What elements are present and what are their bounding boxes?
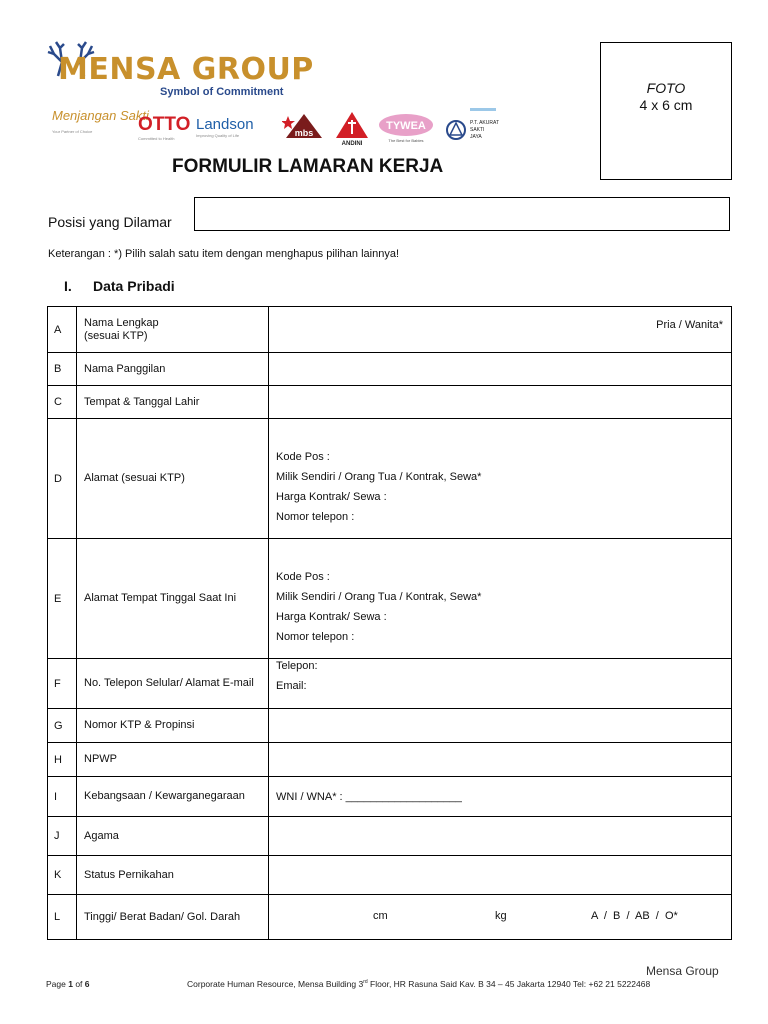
svg-text:P.T. AKURAT: P.T. AKURAT bbox=[470, 120, 499, 126]
row-code: G bbox=[48, 709, 77, 743]
npwp-field[interactable] bbox=[269, 743, 732, 777]
svg-text:TYWEA: TYWEA bbox=[386, 120, 426, 132]
section-number: I. bbox=[64, 278, 72, 294]
brand-andini-logo-icon bbox=[334, 110, 370, 149]
row-code: L bbox=[48, 895, 77, 940]
phone-label: Nomor telepon : bbox=[276, 630, 355, 643]
postal-code-label: Kode Pos : bbox=[276, 570, 330, 583]
rent-price-label: Harga Kontrak/ Sewa : bbox=[276, 490, 387, 503]
row-code: E bbox=[48, 539, 77, 659]
nickname-field[interactable] bbox=[269, 353, 732, 386]
row-label: Nomor KTP & Propinsi bbox=[77, 709, 269, 743]
table-row bbox=[48, 353, 732, 386]
row-code: A bbox=[48, 307, 77, 353]
row-label: Agama bbox=[77, 817, 269, 856]
ktp-address-field[interactable] bbox=[269, 419, 732, 539]
svg-text:ANDINI: ANDINI bbox=[341, 141, 363, 146]
table-row bbox=[48, 386, 732, 419]
table-row bbox=[48, 539, 732, 659]
row-label: Nama Panggilan bbox=[77, 353, 269, 386]
brand-tywea-logo-icon bbox=[378, 112, 434, 147]
kg-unit: kg bbox=[495, 910, 507, 922]
row-label: Tinggi/ Berat Badan/ Gol. Darah bbox=[77, 895, 269, 940]
row-label: Nama Lengkap (sesuai KTP) bbox=[77, 307, 269, 353]
company-logo-name: MENSA GROUP bbox=[58, 52, 314, 87]
current-address-field[interactable] bbox=[269, 539, 732, 659]
ownership-option[interactable]: Milik Sendiri / Orang Tua / Kontrak, Sewa* bbox=[276, 590, 482, 603]
footer-address: Corporate Human Resource, Mensa Building 3rd Floor, HR Rasuna Said Kav. B 34 – 45 Jakarta 12940 Tel: +62 21 5222468 bbox=[187, 979, 651, 989]
cm-unit: cm bbox=[373, 910, 388, 922]
postal-code-label: Kode Pos : bbox=[276, 450, 330, 463]
table-row bbox=[48, 659, 732, 709]
rent-price-label: Harga Kontrak/ Sewa : bbox=[276, 610, 387, 623]
row-code: B bbox=[48, 353, 77, 386]
svg-text:mbs: mbs bbox=[294, 128, 314, 138]
row-label: Kebangsaan / Kewarganegaraan bbox=[77, 777, 269, 817]
brand-mbs-logo-icon bbox=[282, 112, 326, 145]
row-label: NPWP bbox=[77, 743, 269, 777]
svg-text:The Best for Babies: The Best for Babies bbox=[388, 138, 424, 143]
telephone-label: Telepon: bbox=[276, 660, 318, 672]
table-row bbox=[48, 419, 732, 539]
position-field[interactable] bbox=[194, 197, 730, 231]
nationality-field[interactable]: WNI / WNA* : ___________________ bbox=[269, 777, 732, 817]
table-row bbox=[48, 709, 732, 743]
position-label: Posisi yang Dilamar bbox=[48, 214, 172, 230]
table-row bbox=[48, 777, 732, 817]
row-label: Alamat Tempat Tinggal Saat Ini bbox=[77, 539, 269, 659]
photo-label: FOTO bbox=[646, 80, 686, 96]
email-label: Email: bbox=[276, 680, 307, 692]
form-title: FORMULIR LAMARAN KERJA bbox=[172, 156, 444, 177]
table-row bbox=[48, 895, 732, 940]
full-name-field[interactable] bbox=[269, 307, 732, 353]
birth-place-date-field[interactable] bbox=[269, 386, 732, 419]
table-row bbox=[48, 817, 732, 856]
section-title: Data Pribadi bbox=[93, 278, 175, 294]
row-code: D bbox=[48, 419, 77, 539]
photo-size: 4 x 6 cm bbox=[639, 97, 693, 113]
marital-status-field[interactable] bbox=[269, 856, 732, 895]
brand-otto: OTTO Committed to Health bbox=[138, 114, 191, 141]
instructions-note: Keterangan : *) Pilih salah satu item dengan menghapus pilihan lainnya! bbox=[48, 248, 400, 260]
gender-option[interactable]: Pria / Wanita* bbox=[656, 319, 723, 331]
row-code: J bbox=[48, 817, 77, 856]
personal-data-table bbox=[47, 306, 732, 940]
company-tagline: Symbol of Commitment bbox=[160, 86, 284, 98]
brand-landson: Landson Improving Quality of Life bbox=[196, 116, 254, 138]
table-row bbox=[48, 856, 732, 895]
brand-logos bbox=[52, 108, 512, 148]
brand-menjangan-sakti: Menjangan Sakti Your Partner of Choice bbox=[52, 108, 149, 134]
svg-text:JAYA: JAYA bbox=[470, 134, 482, 140]
religion-field[interactable] bbox=[269, 817, 732, 856]
row-label: Tempat & Tanggal Lahir bbox=[77, 386, 269, 419]
row-code: C bbox=[48, 386, 77, 419]
row-code: I bbox=[48, 777, 77, 817]
phone-label: Nomor telepon : bbox=[276, 510, 355, 523]
row-label: Alamat (sesuai KTP) bbox=[77, 419, 269, 539]
table-row bbox=[48, 743, 732, 777]
footer-company: Mensa Group bbox=[646, 964, 719, 978]
ownership-option[interactable]: Milik Sendiri / Orang Tua / Kontrak, Sewa* bbox=[276, 470, 482, 483]
page-number: Page 1 of 6 bbox=[46, 979, 90, 989]
row-label: No. Telepon Selular/ Alamat E-mail bbox=[77, 659, 269, 709]
svg-text:SAKTI: SAKTI bbox=[470, 127, 485, 133]
height-weight-blood-field[interactable] bbox=[269, 895, 732, 940]
row-code: H bbox=[48, 743, 77, 777]
brand-akurat-logo-icon bbox=[444, 108, 508, 151]
table-row bbox=[48, 307, 732, 353]
row-code: F bbox=[48, 659, 77, 709]
phone-email-field[interactable] bbox=[269, 659, 732, 709]
ktp-province-field[interactable] bbox=[269, 709, 732, 743]
blood-type-option[interactable]: A / B / AB / O* bbox=[591, 910, 678, 922]
row-code: K bbox=[48, 856, 77, 895]
row-label: Status Pernikahan bbox=[77, 856, 269, 895]
